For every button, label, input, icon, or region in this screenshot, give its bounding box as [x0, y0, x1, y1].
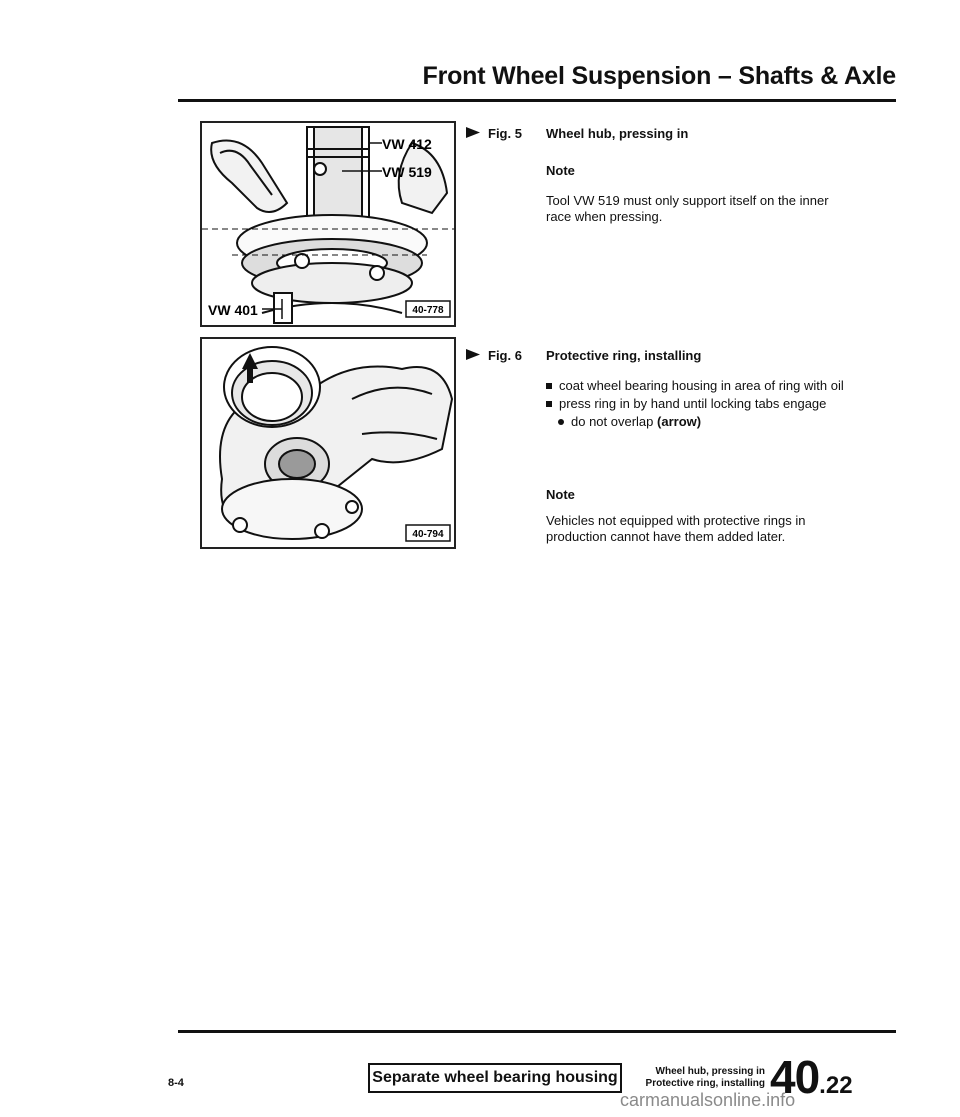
- protective-ring-drawing: [202, 339, 454, 547]
- header-rule: [178, 99, 896, 102]
- substep-arrow-ref: (arrow): [657, 414, 702, 429]
- section-number-sub: .22: [819, 1072, 853, 1099]
- callout-vw412: VW 412: [382, 136, 432, 152]
- callout-vw401: VW 401: [208, 302, 258, 318]
- topic-item: Protective ring, installing: [645, 1078, 765, 1089]
- figure-6-steps: [546, 378, 856, 432]
- figure-6-ref: [466, 348, 522, 363]
- topic-item: Wheel hub, pressing in: [655, 1066, 765, 1077]
- figure-5-code: 40-778: [412, 305, 444, 316]
- substep-item: [558, 414, 856, 430]
- section-number-main: 40: [770, 1051, 820, 1103]
- page-title: Front Wheel Suspension – Shafts & Axle: [422, 62, 896, 90]
- step-item: coat wheel bearing housing in area of ring with oil: [546, 378, 856, 394]
- figure-6-note-text: Vehicles not equipped with protective rings in production cannot have them added later.: [546, 513, 806, 544]
- substep-text: do not overlap: [571, 414, 654, 429]
- figure-5-ref-label: Fig. 5: [488, 126, 522, 141]
- figure-6-ref-label: Fig. 6: [488, 348, 522, 363]
- figure-5-note-label: Note: [546, 163, 575, 178]
- step-item: press ring in by hand until locking tabs engage: [546, 396, 856, 412]
- figure-6-illustration: [200, 337, 456, 549]
- watermark: carmanualsonline.info: [620, 1090, 796, 1110]
- pointer-arrow-icon: [466, 126, 480, 141]
- footer-rule: [178, 1030, 896, 1033]
- figure-5-title: Wheel hub, pressing in: [546, 126, 689, 141]
- figure-6-note-label: Note: [546, 487, 575, 502]
- page-id: 8-4: [168, 1077, 184, 1089]
- figure-6-title: Protective ring, installing: [546, 348, 702, 363]
- figure-5-ref: [466, 126, 522, 141]
- pointer-arrow-icon: [466, 348, 480, 363]
- callout-vw519: VW 519: [382, 164, 432, 180]
- figure-5-illustration: [200, 121, 456, 327]
- wheel-hub-press-drawing: [202, 123, 454, 325]
- topic-index: [645, 1066, 765, 1090]
- figure-6-code: 40-794: [412, 529, 444, 540]
- figure-5-note-text: Tool VW 519 must only support itself on the inner race when pressing.: [546, 193, 829, 224]
- section-tab: Separate wheel bearing housing: [368, 1063, 622, 1093]
